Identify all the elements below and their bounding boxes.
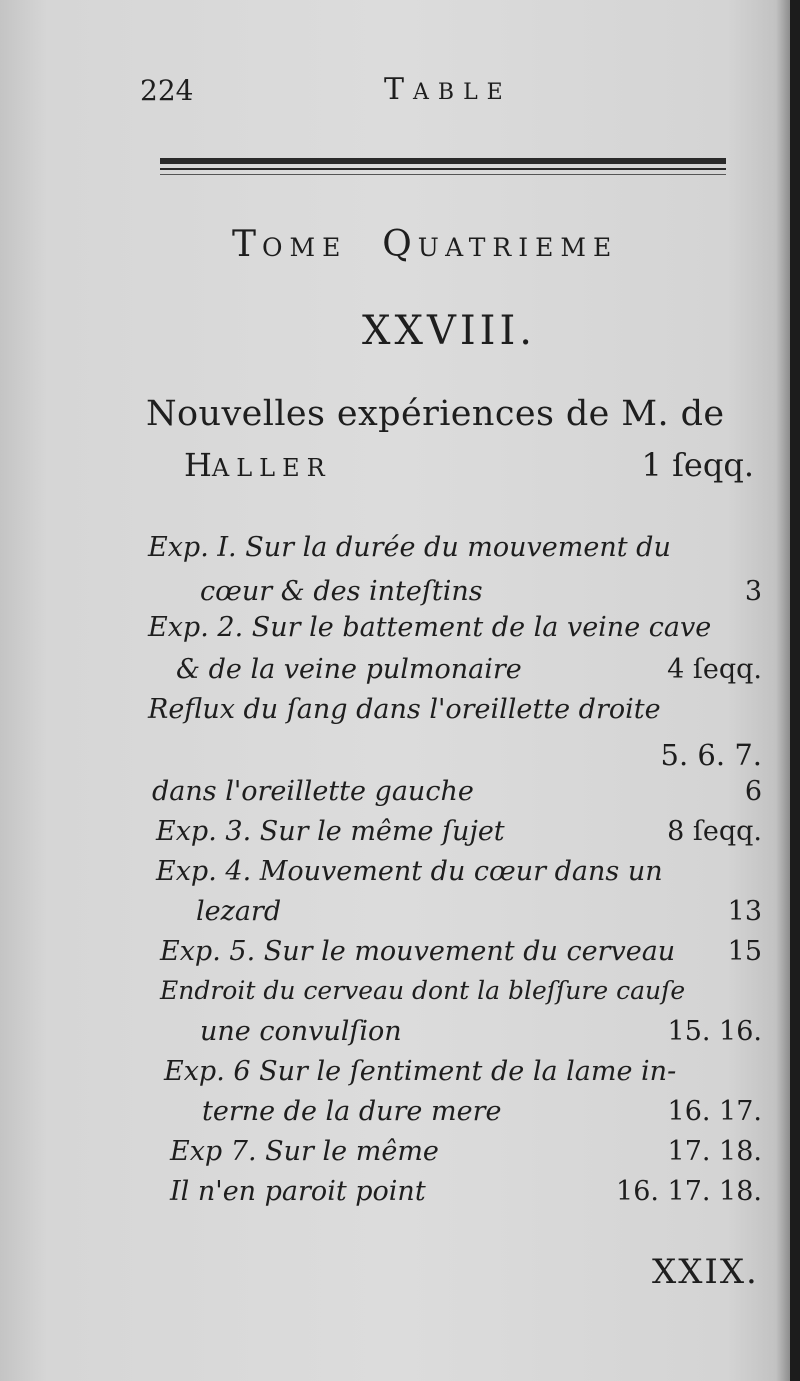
entry-pages: 13 xyxy=(727,896,762,927)
page-number: 224 xyxy=(140,74,194,107)
entry-text: une convulſion xyxy=(200,1016,402,1047)
running-title-initial: T xyxy=(384,72,414,107)
entry-text: Sur le même xyxy=(265,1136,439,1167)
volume-rest-1: OME xyxy=(262,233,348,262)
entry-label: Exp. 3. xyxy=(156,816,252,847)
entry-text: cœur & des inteſtins xyxy=(200,576,483,607)
entry-text: Sur le battement de la veine cave xyxy=(251,612,712,643)
entry-pages: 4 ſeqq. xyxy=(667,654,762,685)
toc-entry xyxy=(0,532,790,576)
toc-entry xyxy=(0,1176,790,1220)
toc-entry xyxy=(0,694,790,738)
section-title-line1: Nouvelles expériences de M. de xyxy=(146,394,725,434)
entry-text: Sur le mouvement du cerveau xyxy=(263,936,676,967)
entry-pages: 15. 16. xyxy=(667,1016,762,1047)
section-title-pages: 1 ſeqq. xyxy=(641,446,754,484)
toc-entry xyxy=(0,654,790,698)
toc-entry xyxy=(0,816,790,860)
author-initial: H xyxy=(184,446,212,484)
running-title xyxy=(384,72,512,107)
entry-text: Sur la durée du mouvement du xyxy=(245,532,671,563)
volume-rest-2: UATRIEME xyxy=(417,233,619,262)
toc-entry xyxy=(0,1056,790,1100)
entry-pages: 16. 17. xyxy=(667,1096,762,1127)
toc-entry xyxy=(0,1096,790,1140)
entry-text: Reflux du ſang dans l'oreillette droite xyxy=(148,694,661,725)
author-rest: ALLER xyxy=(211,454,332,482)
toc-entry xyxy=(0,612,790,656)
header-rule-thin xyxy=(160,168,726,170)
toc-entry xyxy=(0,936,790,980)
entry-pages: 15 xyxy=(727,936,762,967)
entry-pages: 8 ſeqq. xyxy=(667,816,762,847)
entry-text: terne de la dure mere xyxy=(202,1096,502,1127)
entry-text: Endroit du cerveau dont la bleſſure cauſe xyxy=(160,976,686,1005)
entry-pages: 5. 6. 7. xyxy=(660,738,762,772)
header-rule-hairline xyxy=(160,174,726,175)
section-title-author xyxy=(184,446,332,484)
entry-text: Mouvement du cœur dans un xyxy=(259,856,663,887)
entry-text: lezard xyxy=(196,896,282,927)
entry-label: Exp. 6 xyxy=(164,1056,251,1087)
volume-heading xyxy=(232,224,618,265)
entry-text: Sur le même ſujet xyxy=(259,816,505,847)
entry-pages: 6 xyxy=(744,776,762,807)
entry-label: Exp. 2. xyxy=(148,612,244,643)
entry-pages: 17. 18. xyxy=(667,1136,762,1167)
volume-initial-1: T xyxy=(232,224,263,265)
entry-pages: 16. 17. 18. xyxy=(616,1176,762,1207)
toc-entry xyxy=(0,856,790,900)
section-numeral: XXVIII. xyxy=(362,308,536,354)
entry-text: Sur le ſentiment de la lame in- xyxy=(259,1056,677,1087)
entry-text: & de la veine pulmonaire xyxy=(176,654,522,685)
toc-entry xyxy=(0,776,790,820)
entry-text: dans l'oreillette gauche xyxy=(152,776,474,807)
entry-text: Il n'en paroit point xyxy=(170,1176,426,1207)
entry-label: Exp 7. xyxy=(170,1136,257,1167)
toc-entry xyxy=(0,1016,790,1060)
toc-entry xyxy=(0,896,790,940)
header-rule-thick xyxy=(160,158,726,164)
running-title-rest: ABLE xyxy=(413,80,512,105)
toc-entry xyxy=(0,1136,790,1180)
volume-initial-2: Q xyxy=(382,224,418,265)
entry-label: Exp. I. xyxy=(148,532,237,563)
entry-label: Exp. 4. xyxy=(156,856,252,887)
entry-label: Exp. 5. xyxy=(160,936,256,967)
next-section-catchword: XXIX. xyxy=(652,1252,759,1292)
toc-entry xyxy=(0,976,790,1020)
entry-pages: 3 xyxy=(744,576,762,607)
